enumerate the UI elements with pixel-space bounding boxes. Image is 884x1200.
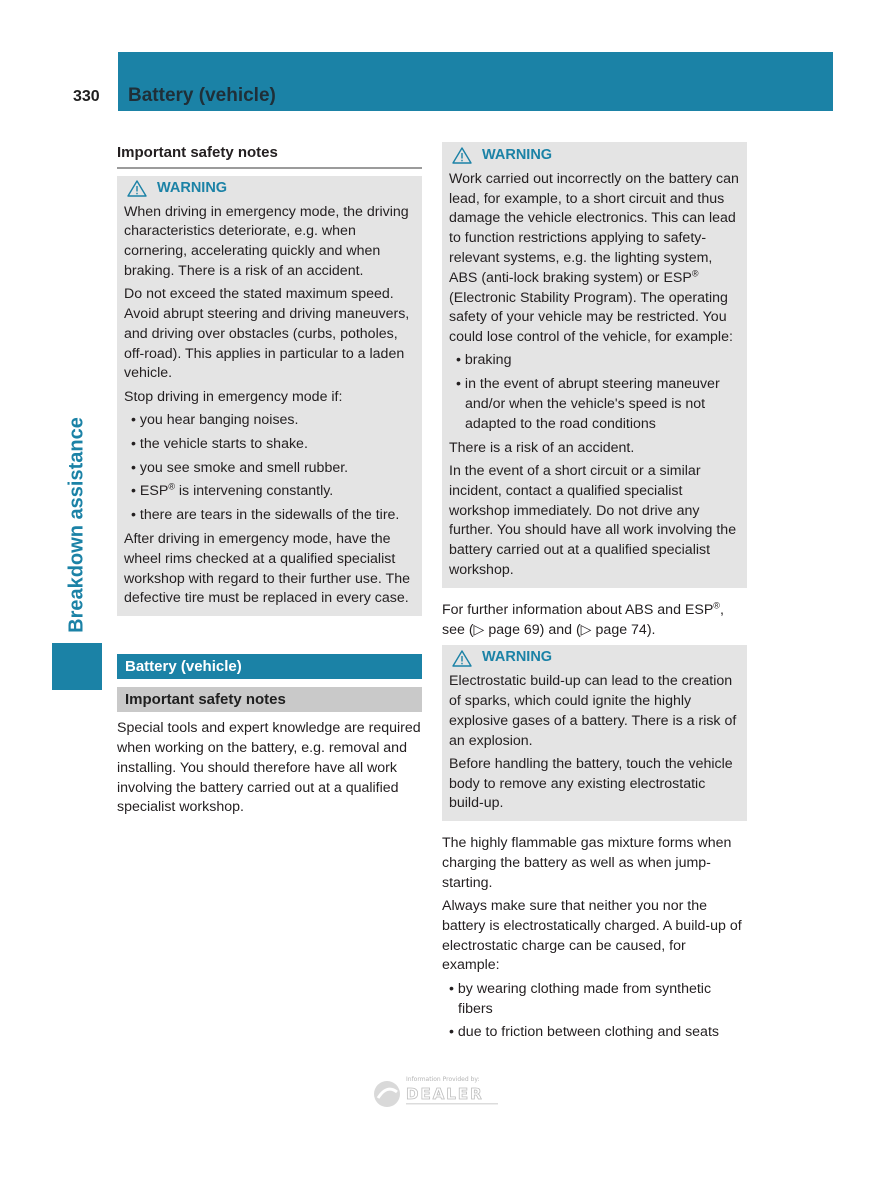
warning-triangle-icon — [452, 650, 472, 667]
warning-heading: WARNING — [449, 648, 740, 668]
side-tab-label: Breakdown assistance — [65, 417, 88, 633]
warning-triangle-icon — [452, 147, 472, 164]
warning-text: When driving in emergency mode, the driving characteristics deteriorate, e.g. when cornering, accelerating quickly and when braking. There is a risk of an accident. — [124, 203, 409, 279]
list-item: • due to friction between clothing and seats — [449, 1024, 719, 1041]
warning-text: Work carried out incorrectly on the battery can lead, for example, to a short circuit and thus damage the vehicle electronics. This can lead to function restrictions applying to safety-relevant systems, e.g. the lighting system, ABS (anti-lock braking system) or ESP® (Electronic Stability Program). The operating safety of your vehicle may be restricted. You could lose control of the vehicle, for example: — [449, 170, 739, 346]
warning-box-battery-work — [442, 142, 747, 588]
list-item: • you hear banging noises. — [131, 412, 299, 429]
list-item: • the vehicle starts to shake. — [131, 435, 308, 452]
page-number: 330 — [73, 88, 100, 105]
body-text: Always make sure that neither you nor the battery is electrostatically charged. A build-up of electrostatic charge can be caused, for example: — [442, 898, 742, 974]
page-header-bar — [118, 52, 833, 111]
list-item: • in the event of abrupt steering maneuver and/or when the vehicle's speed is not adapted to the road conditions — [456, 376, 720, 432]
warning-text: There is a risk of an accident. — [449, 439, 635, 456]
warning-text: Before handling the battery, touch the vehicle body to remove any existing electrostatic build-up. — [449, 755, 733, 812]
body-text: The highly flammable gas mixture forms when charging the battery as well as when jump-starting. — [442, 835, 732, 891]
watermark-brand: DEALER — [406, 1085, 484, 1103]
body-text: Special tools and expert knowledge are required when working on the battery, e.g. removal and installing. You should therefore have all work involving the battery carried out at a qualified specialist workshop. — [117, 720, 421, 816]
left-column — [117, 143, 422, 822]
warning-text: After driving in emergency mode, have the wheel rims checked at a qualified specialist workshop with regard to their further use. The defective tire must be replaced in every case. — [124, 531, 410, 607]
warning-heading: WARNING — [124, 179, 415, 199]
side-tab-marker — [52, 643, 102, 690]
section-title-safety: Important safety notes — [117, 143, 422, 169]
warning-triangle-icon — [127, 180, 147, 197]
right-column — [442, 142, 747, 1047]
list-item: • ESP® is intervening constantly. — [131, 481, 334, 500]
list-item: • by wearing clothing made from synthetic fibers — [449, 980, 712, 1017]
dealer-logo-icon — [372, 1074, 506, 1110]
warning-heading: WARNING — [449, 146, 740, 166]
subsection-heading-safety: Important safety notes — [117, 687, 422, 712]
body-text: For further information about ABS and ESP®, see (▷ page 69) and (▷ page 74). — [442, 600, 724, 638]
warning-box-electrostatic — [442, 645, 747, 821]
page-title: Battery (vehicle) — [128, 85, 276, 106]
list-item: • there are tears in the sidewalls of the tire. — [131, 507, 400, 524]
watermark-caption: Information Provided by: — [406, 1076, 480, 1083]
warning-text: Electrostatic build-up can lead to the creation of sparks, which could ignite the highly explosive gases of a battery. There is a risk of an explosion. — [449, 673, 737, 749]
list-item: • braking — [456, 352, 512, 369]
dealer-watermark-logo — [372, 1074, 506, 1110]
warning-box-emergency — [117, 176, 422, 616]
page-number-box — [52, 52, 115, 111]
list-item: • you see smoke and smell rubber. — [131, 459, 349, 476]
warning-text: In the event of a short circuit or a similar incident, contact a qualified specialist workshop immediately. Do not drive any further. You should have all work involving the battery carried out at a qualified specialist workshop. — [449, 462, 737, 578]
warning-text: Do not exceed the stated maximum speed. Avoid abrupt steering and driving maneuvers, and driving over obstacles (curbs, potholes, off-road). This applies in particular to a laden vehicle. — [124, 286, 410, 382]
warning-text: Stop driving in emergency mode if: — [124, 388, 343, 405]
section-heading-battery: Battery (vehicle) — [117, 654, 422, 679]
